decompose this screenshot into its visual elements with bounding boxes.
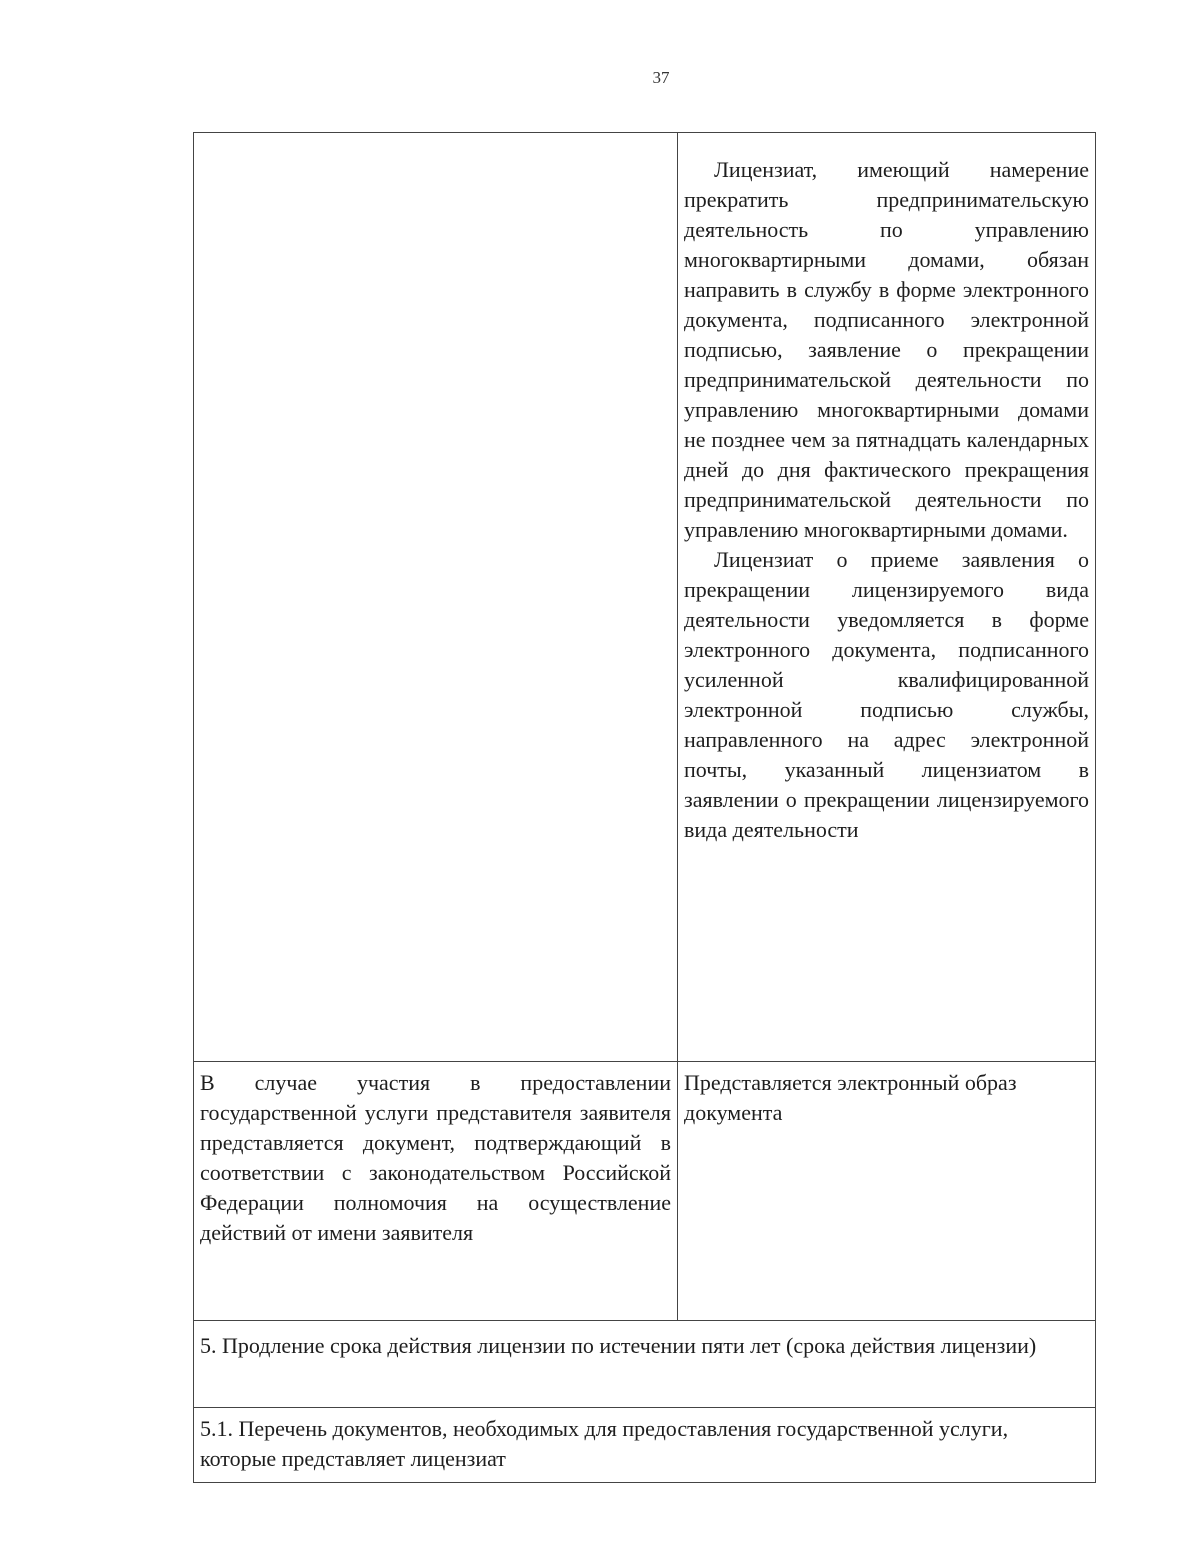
section-5-heading: 5. Продление срока действия лицензии по истечении пяти лет (срока действия лицензии): [194, 1321, 1096, 1408]
document-table: [193, 132, 1096, 1483]
section-5-1-heading: 5.1. Перечень документов, необходимых для предоставления государственной услуги, которые представляет лицензиат: [194, 1408, 1096, 1483]
table-row-representative: [194, 1062, 1096, 1321]
empty-left-cell: [194, 133, 678, 1062]
page-number: 37: [652, 68, 670, 87]
termination-intent-paragraph: Лицензиат, имеющий намерение прекратить предпринимательскую деятельность по управлению многоквартирными домами, обязан направить в службу в форме электронного документа, подписанного электронной подписью, заявление о прекращении предпринимательской деятельности по управлению многоквартирными домами не позднее чем за пятнадцать календарных дней до дня фактического прекращения предпринимательской деятельности по управлению многоквартирными домами.: [684, 157, 1089, 542]
table-row-section-5: [194, 1321, 1096, 1408]
application-acceptance-paragraph: Лицензиат о приеме заявления о прекращении лицензируемого вида деятельности уведомляется в форме электронного документа, подписанного усиленной квалифицированной электронной подписью службы, направленного на адрес электронной почты, указанный лицензиатом в заявлении о прекращении лицензируемого вида деятельности: [684, 547, 1089, 842]
electronic-image-cell: Представляется электронный образ документа: [678, 1062, 1096, 1321]
table-row-section-5-1: [194, 1408, 1096, 1483]
representative-document-cell: В случае участия в предоставлении государственной услуги представителя заявителя представляется документ, подтверждающий в соответствии с законодательством Российской Федерации полномочия на осуществление действий от имени заявителя: [194, 1062, 678, 1321]
termination-notice-cell: [678, 133, 1096, 1062]
table-row-termination-notice: [194, 133, 1096, 1062]
